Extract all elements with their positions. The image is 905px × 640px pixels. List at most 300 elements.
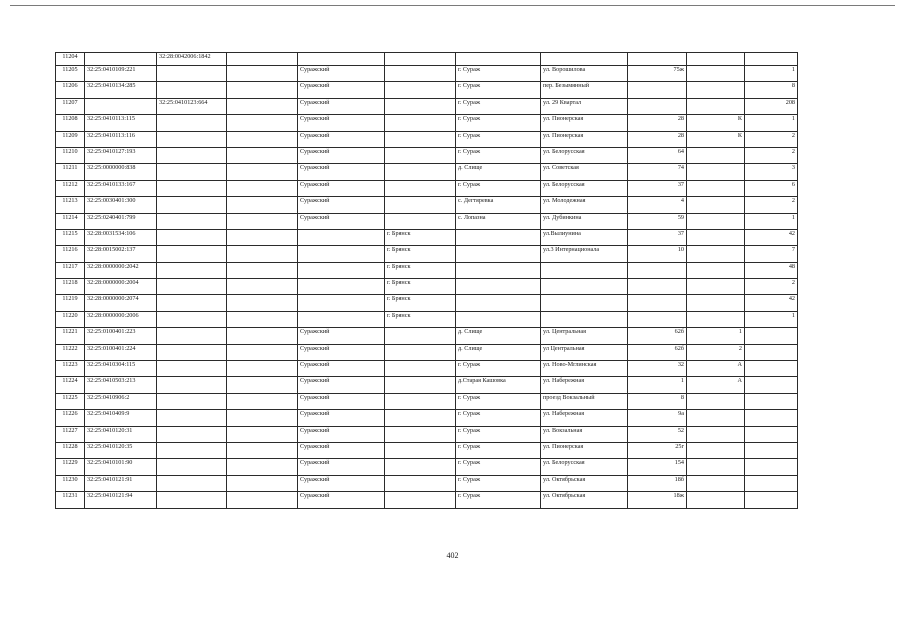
cell-n: 11225 xyxy=(56,393,85,409)
cell-loc: г. Сураж xyxy=(456,82,541,98)
table-row xyxy=(56,475,798,491)
cell-cad: 32:25:0410101:90 xyxy=(85,459,157,475)
cell-cad: 32:25:0410133:167 xyxy=(85,180,157,196)
cell-street: проезд Вокзальный xyxy=(541,393,628,409)
table-row xyxy=(56,262,798,278)
cell-district xyxy=(298,262,385,278)
cell-cad2 xyxy=(157,442,227,458)
cell-lit xyxy=(687,180,745,196)
cell-lit xyxy=(687,197,745,213)
cell-cad: 32:25:0410134:285 xyxy=(85,82,157,98)
cell-street: ул. Дубинкина xyxy=(541,213,628,229)
cell-n: 11211 xyxy=(56,164,85,180)
table-row xyxy=(56,459,798,475)
cell-flat: 2 xyxy=(745,131,798,147)
table-row xyxy=(56,180,798,196)
cell-district: Суражский xyxy=(298,131,385,147)
cell-lit xyxy=(687,442,745,458)
cell-n: 11204 xyxy=(56,53,85,66)
cell-flat: 1 xyxy=(745,115,798,131)
cell-flat xyxy=(745,328,798,344)
document-sheet xyxy=(55,52,798,509)
cell-city: г. Брянск xyxy=(385,279,456,295)
cell-city xyxy=(385,393,456,409)
cell-house: 75ж xyxy=(628,66,687,82)
cell-loc: г. Сураж xyxy=(456,410,541,426)
table-row xyxy=(56,131,798,147)
cell-district: Суражский xyxy=(298,115,385,131)
cell-house: 18ж xyxy=(628,492,687,508)
cell-flat: 1 xyxy=(745,66,798,82)
cell-n: 11219 xyxy=(56,295,85,311)
cell-house xyxy=(628,311,687,327)
cell-house xyxy=(628,262,687,278)
cell-house: 4 xyxy=(628,197,687,213)
cell-house xyxy=(628,279,687,295)
cell-flat: 3 xyxy=(745,164,798,180)
cell-cad: 32:28:0000000:2004 xyxy=(85,279,157,295)
cell-cad: 32:25:0410120:31 xyxy=(85,426,157,442)
cell-city xyxy=(385,98,456,114)
table-row xyxy=(56,492,798,508)
cell-house: 59 xyxy=(628,213,687,229)
table-row xyxy=(56,442,798,458)
cell-flat: 6 xyxy=(745,180,798,196)
cell-flat: 208 xyxy=(745,98,798,114)
cell-street: пер. Безымянный xyxy=(541,82,628,98)
cell-street: ул. 29 Квартал xyxy=(541,98,628,114)
cell-empty xyxy=(227,246,298,262)
cell-n: 11229 xyxy=(56,459,85,475)
cell-lit xyxy=(687,393,745,409)
cell-street: ул. Пионерская xyxy=(541,131,628,147)
cell-city xyxy=(385,475,456,491)
cell-n: 11221 xyxy=(56,328,85,344)
cell-district: Суражский xyxy=(298,492,385,508)
cell-empty xyxy=(227,344,298,360)
cell-flat xyxy=(745,393,798,409)
cell-lit xyxy=(687,426,745,442)
cell-district: Суражский xyxy=(298,328,385,344)
cell-lit xyxy=(687,475,745,491)
cell-cad: 32:28:0000000:2042 xyxy=(85,262,157,278)
cell-n: 11223 xyxy=(56,361,85,377)
cell-lit: А xyxy=(687,377,745,393)
cell-house: 52 xyxy=(628,426,687,442)
cell-cad2 xyxy=(157,344,227,360)
cell-cad: 32:25:0410121:91 xyxy=(85,475,157,491)
cell-flat xyxy=(745,442,798,458)
cell-district: Суражский xyxy=(298,377,385,393)
cell-empty xyxy=(227,131,298,147)
cell-n: 11220 xyxy=(56,311,85,327)
cell-cad2 xyxy=(157,147,227,163)
cell-city xyxy=(385,82,456,98)
cell-n: 11224 xyxy=(56,377,85,393)
cell-loc: г. Сураж xyxy=(456,115,541,131)
cell-loc xyxy=(456,53,541,66)
cell-cad xyxy=(85,53,157,66)
cell-city xyxy=(385,459,456,475)
cell-flat: 1 xyxy=(745,311,798,327)
cell-district: Суражский xyxy=(298,66,385,82)
page-number: 402 xyxy=(446,551,459,560)
cell-house xyxy=(628,98,687,114)
cell-flat xyxy=(745,53,798,66)
cell-house: 25г xyxy=(628,442,687,458)
cell-house xyxy=(628,53,687,66)
table-row xyxy=(56,147,798,163)
property-table xyxy=(55,52,798,509)
cell-empty xyxy=(227,459,298,475)
cell-flat xyxy=(745,361,798,377)
cell-empty xyxy=(227,393,298,409)
cell-cad2 xyxy=(157,213,227,229)
top-border-line xyxy=(10,5,895,6)
cell-lit xyxy=(687,311,745,327)
cell-house: 1 xyxy=(628,377,687,393)
cell-loc: д. Слище xyxy=(456,328,541,344)
table-row xyxy=(56,328,798,344)
table-row xyxy=(56,410,798,426)
cell-empty xyxy=(227,164,298,180)
cell-cad: 32:25:0410127:193 xyxy=(85,147,157,163)
table-row xyxy=(56,98,798,114)
cell-cad2 xyxy=(157,164,227,180)
cell-district: Суражский xyxy=(298,426,385,442)
cell-city xyxy=(385,131,456,147)
cell-district: Суражский xyxy=(298,147,385,163)
cell-house: 62б xyxy=(628,344,687,360)
table-row xyxy=(56,426,798,442)
cell-city xyxy=(385,53,456,66)
cell-flat: 42 xyxy=(745,229,798,245)
cell-loc: г. Сураж xyxy=(456,393,541,409)
cell-street: ул Центральная xyxy=(541,344,628,360)
cell-n: 11227 xyxy=(56,426,85,442)
cell-cad: 32:28:0000000:2074 xyxy=(85,295,157,311)
cell-empty xyxy=(227,311,298,327)
cell-house: 28 xyxy=(628,115,687,131)
cell-city xyxy=(385,344,456,360)
cell-cad: 32:25:0410113:115 xyxy=(85,115,157,131)
cell-cad: 32:25:0410503:213 xyxy=(85,377,157,393)
cell-district: Суражский xyxy=(298,393,385,409)
cell-cad2 xyxy=(157,410,227,426)
cell-flat: 2 xyxy=(745,197,798,213)
cell-house: 37 xyxy=(628,229,687,245)
cell-district: Суражский xyxy=(298,459,385,475)
cell-house xyxy=(628,295,687,311)
cell-cad: 32:25:0410113:116 xyxy=(85,131,157,147)
cell-lit: А xyxy=(687,361,745,377)
cell-loc: г. Сураж xyxy=(456,361,541,377)
cell-cad: 32:25:0240401:799 xyxy=(85,213,157,229)
cell-loc xyxy=(456,311,541,327)
cell-house: 32 xyxy=(628,361,687,377)
cell-house: 74 xyxy=(628,164,687,180)
cell-loc: с. Дегтяревка xyxy=(456,197,541,213)
cell-empty xyxy=(227,229,298,245)
cell-cad: 32:25:0100401:223 xyxy=(85,328,157,344)
cell-street: ул. Советская xyxy=(541,164,628,180)
table-row xyxy=(56,279,798,295)
cell-street: ул. Ворошилова xyxy=(541,66,628,82)
cell-n: 11205 xyxy=(56,66,85,82)
cell-street: ул. Белорусская xyxy=(541,180,628,196)
table-row xyxy=(56,66,798,82)
cell-street: ул. Набережная xyxy=(541,410,628,426)
cell-lit xyxy=(687,82,745,98)
cell-n: 11206 xyxy=(56,82,85,98)
cell-district: Суражский xyxy=(298,475,385,491)
cell-cad xyxy=(85,98,157,114)
cell-flat: 8 xyxy=(745,82,798,98)
cell-district: Суражский xyxy=(298,344,385,360)
cell-district: Суражский xyxy=(298,180,385,196)
cell-n: 11214 xyxy=(56,213,85,229)
cell-loc xyxy=(456,262,541,278)
cell-city xyxy=(385,377,456,393)
cell-loc: г. Сураж xyxy=(456,459,541,475)
cell-city xyxy=(385,442,456,458)
cell-district xyxy=(298,53,385,66)
cell-empty xyxy=(227,426,298,442)
cell-cad: 32:28:0031534:106 xyxy=(85,229,157,245)
cell-n: 11208 xyxy=(56,115,85,131)
cell-lit xyxy=(687,279,745,295)
cell-cad: 32:25:0100401:224 xyxy=(85,344,157,360)
cell-loc: д.Старая Кашовка xyxy=(456,377,541,393)
table-row xyxy=(56,213,798,229)
cell-n: 11222 xyxy=(56,344,85,360)
table-row xyxy=(56,377,798,393)
cell-lit xyxy=(687,53,745,66)
cell-cad2 xyxy=(157,475,227,491)
cell-lit: 2 xyxy=(687,344,745,360)
cell-empty xyxy=(227,328,298,344)
cell-cad2 xyxy=(157,426,227,442)
cell-lit xyxy=(687,295,745,311)
cell-loc: г. Сураж xyxy=(456,426,541,442)
cell-flat: 42 xyxy=(745,295,798,311)
cell-empty xyxy=(227,115,298,131)
cell-n: 11210 xyxy=(56,147,85,163)
cell-lit: К xyxy=(687,115,745,131)
cell-cad2 xyxy=(157,361,227,377)
cell-cad2 xyxy=(157,377,227,393)
table-row xyxy=(56,164,798,180)
cell-n: 11212 xyxy=(56,180,85,196)
cell-house: 18б xyxy=(628,475,687,491)
cell-district: Суражский xyxy=(298,410,385,426)
cell-empty xyxy=(227,147,298,163)
cell-loc xyxy=(456,279,541,295)
cell-cad2 xyxy=(157,246,227,262)
cell-n: 11231 xyxy=(56,492,85,508)
cell-cad2 xyxy=(157,295,227,311)
cell-empty xyxy=(227,295,298,311)
cell-empty xyxy=(227,377,298,393)
cell-cad: 32:25:0410409:9 xyxy=(85,410,157,426)
cell-empty xyxy=(227,53,298,66)
table-row xyxy=(56,311,798,327)
cell-loc: г. Сураж xyxy=(456,180,541,196)
cell-street: ул. Пионерская xyxy=(541,115,628,131)
cell-loc: г. Сураж xyxy=(456,147,541,163)
cell-lit xyxy=(687,98,745,114)
cell-street: ул. Октябрьская xyxy=(541,492,628,508)
cell-street xyxy=(541,295,628,311)
cell-n: 11209 xyxy=(56,131,85,147)
cell-cad: 32:25:0410906:2 xyxy=(85,393,157,409)
cell-lit: 1 xyxy=(687,328,745,344)
cell-street: ул. Ново-Мглинская xyxy=(541,361,628,377)
cell-street: ул. Белорусская xyxy=(541,459,628,475)
cell-cad: 32:25:0410120:35 xyxy=(85,442,157,458)
cell-city xyxy=(385,410,456,426)
cell-lit xyxy=(687,410,745,426)
cell-street: ул. Центральная xyxy=(541,328,628,344)
table-row xyxy=(56,393,798,409)
cell-city xyxy=(385,164,456,180)
cell-street: ул.Вылиунина xyxy=(541,229,628,245)
cell-n: 11215 xyxy=(56,229,85,245)
cell-loc: г. Сураж xyxy=(456,442,541,458)
cell-n: 11226 xyxy=(56,410,85,426)
cell-cad2 xyxy=(157,229,227,245)
cell-flat: 1 xyxy=(745,213,798,229)
cell-district: Суражский xyxy=(298,82,385,98)
cell-loc: с. Лопазна xyxy=(456,213,541,229)
cell-district: Суражский xyxy=(298,197,385,213)
cell-loc: г. Сураж xyxy=(456,66,541,82)
cell-lit xyxy=(687,262,745,278)
cell-flat: 7 xyxy=(745,246,798,262)
cell-lit xyxy=(687,229,745,245)
cell-empty xyxy=(227,410,298,426)
cell-loc xyxy=(456,229,541,245)
cell-n: 11207 xyxy=(56,98,85,114)
cell-cad2 xyxy=(157,115,227,131)
cell-empty xyxy=(227,197,298,213)
cell-city xyxy=(385,213,456,229)
table-body xyxy=(56,53,798,509)
table-row xyxy=(56,246,798,262)
cell-street xyxy=(541,279,628,295)
cell-lit xyxy=(687,246,745,262)
cell-loc: д. Слище xyxy=(456,344,541,360)
cell-cad2 xyxy=(157,459,227,475)
cell-house: 8 xyxy=(628,393,687,409)
cell-lit xyxy=(687,492,745,508)
table-row xyxy=(56,115,798,131)
cell-lit xyxy=(687,459,745,475)
cell-cad2: 32:28:0042006:1842 xyxy=(157,53,227,66)
cell-lit xyxy=(687,213,745,229)
cell-lit: К xyxy=(687,131,745,147)
cell-cad: 32:28:0000000:2006 xyxy=(85,311,157,327)
cell-district: Суражский xyxy=(298,98,385,114)
cell-street: ул. Пионерская xyxy=(541,442,628,458)
cell-loc: г. Сураж xyxy=(456,131,541,147)
table-row xyxy=(56,229,798,245)
cell-street xyxy=(541,262,628,278)
cell-district xyxy=(298,295,385,311)
cell-cad: 32:28:0015002:137 xyxy=(85,246,157,262)
cell-cad2 xyxy=(157,311,227,327)
cell-house: 64 xyxy=(628,147,687,163)
cell-street: ул. Октябрьская xyxy=(541,475,628,491)
cell-street: ул. Вокзальная xyxy=(541,426,628,442)
cell-loc: г. Сураж xyxy=(456,475,541,491)
cell-cad2 xyxy=(157,197,227,213)
cell-lit xyxy=(687,164,745,180)
cell-cad: 32:25:0410121:94 xyxy=(85,492,157,508)
cell-empty xyxy=(227,475,298,491)
cell-empty xyxy=(227,180,298,196)
cell-flat: 2 xyxy=(745,147,798,163)
cell-house: 10 xyxy=(628,246,687,262)
table-row xyxy=(56,53,798,66)
cell-n: 11217 xyxy=(56,262,85,278)
cell-cad2 xyxy=(157,492,227,508)
cell-flat xyxy=(745,344,798,360)
cell-cad: 32:25:0000000:838 xyxy=(85,164,157,180)
cell-flat: 48 xyxy=(745,262,798,278)
cell-city xyxy=(385,328,456,344)
cell-district: Суражский xyxy=(298,442,385,458)
cell-flat xyxy=(745,410,798,426)
cell-street: ул. Молодежная xyxy=(541,197,628,213)
cell-cad: 32:25:0030401:300 xyxy=(85,197,157,213)
cell-cad2 xyxy=(157,131,227,147)
cell-district xyxy=(298,311,385,327)
cell-loc: г. Сураж xyxy=(456,492,541,508)
cell-city xyxy=(385,115,456,131)
cell-flat xyxy=(745,492,798,508)
cell-district xyxy=(298,229,385,245)
cell-city xyxy=(385,361,456,377)
cell-n: 11216 xyxy=(56,246,85,262)
cell-lit xyxy=(687,66,745,82)
cell-street xyxy=(541,53,628,66)
cell-city xyxy=(385,197,456,213)
cell-city: г. Брянск xyxy=(385,295,456,311)
cell-house: 28 xyxy=(628,131,687,147)
table-row xyxy=(56,295,798,311)
table-row xyxy=(56,82,798,98)
cell-cad2 xyxy=(157,262,227,278)
cell-city xyxy=(385,147,456,163)
cell-cad2: 32:25:0410123:664 xyxy=(157,98,227,114)
cell-city xyxy=(385,66,456,82)
cell-district: Суражский xyxy=(298,164,385,180)
cell-street: ул. Белорусская xyxy=(541,147,628,163)
cell-city: г. Брянск xyxy=(385,262,456,278)
cell-street: ул.3 Интернационала xyxy=(541,246,628,262)
cell-city xyxy=(385,426,456,442)
cell-flat xyxy=(745,459,798,475)
cell-flat xyxy=(745,475,798,491)
cell-cad: 32:25:0410304:115 xyxy=(85,361,157,377)
cell-n: 11230 xyxy=(56,475,85,491)
cell-flat xyxy=(745,377,798,393)
cell-cad2 xyxy=(157,180,227,196)
cell-loc xyxy=(456,295,541,311)
cell-district: Суражский xyxy=(298,361,385,377)
cell-city: г. Брянск xyxy=(385,246,456,262)
